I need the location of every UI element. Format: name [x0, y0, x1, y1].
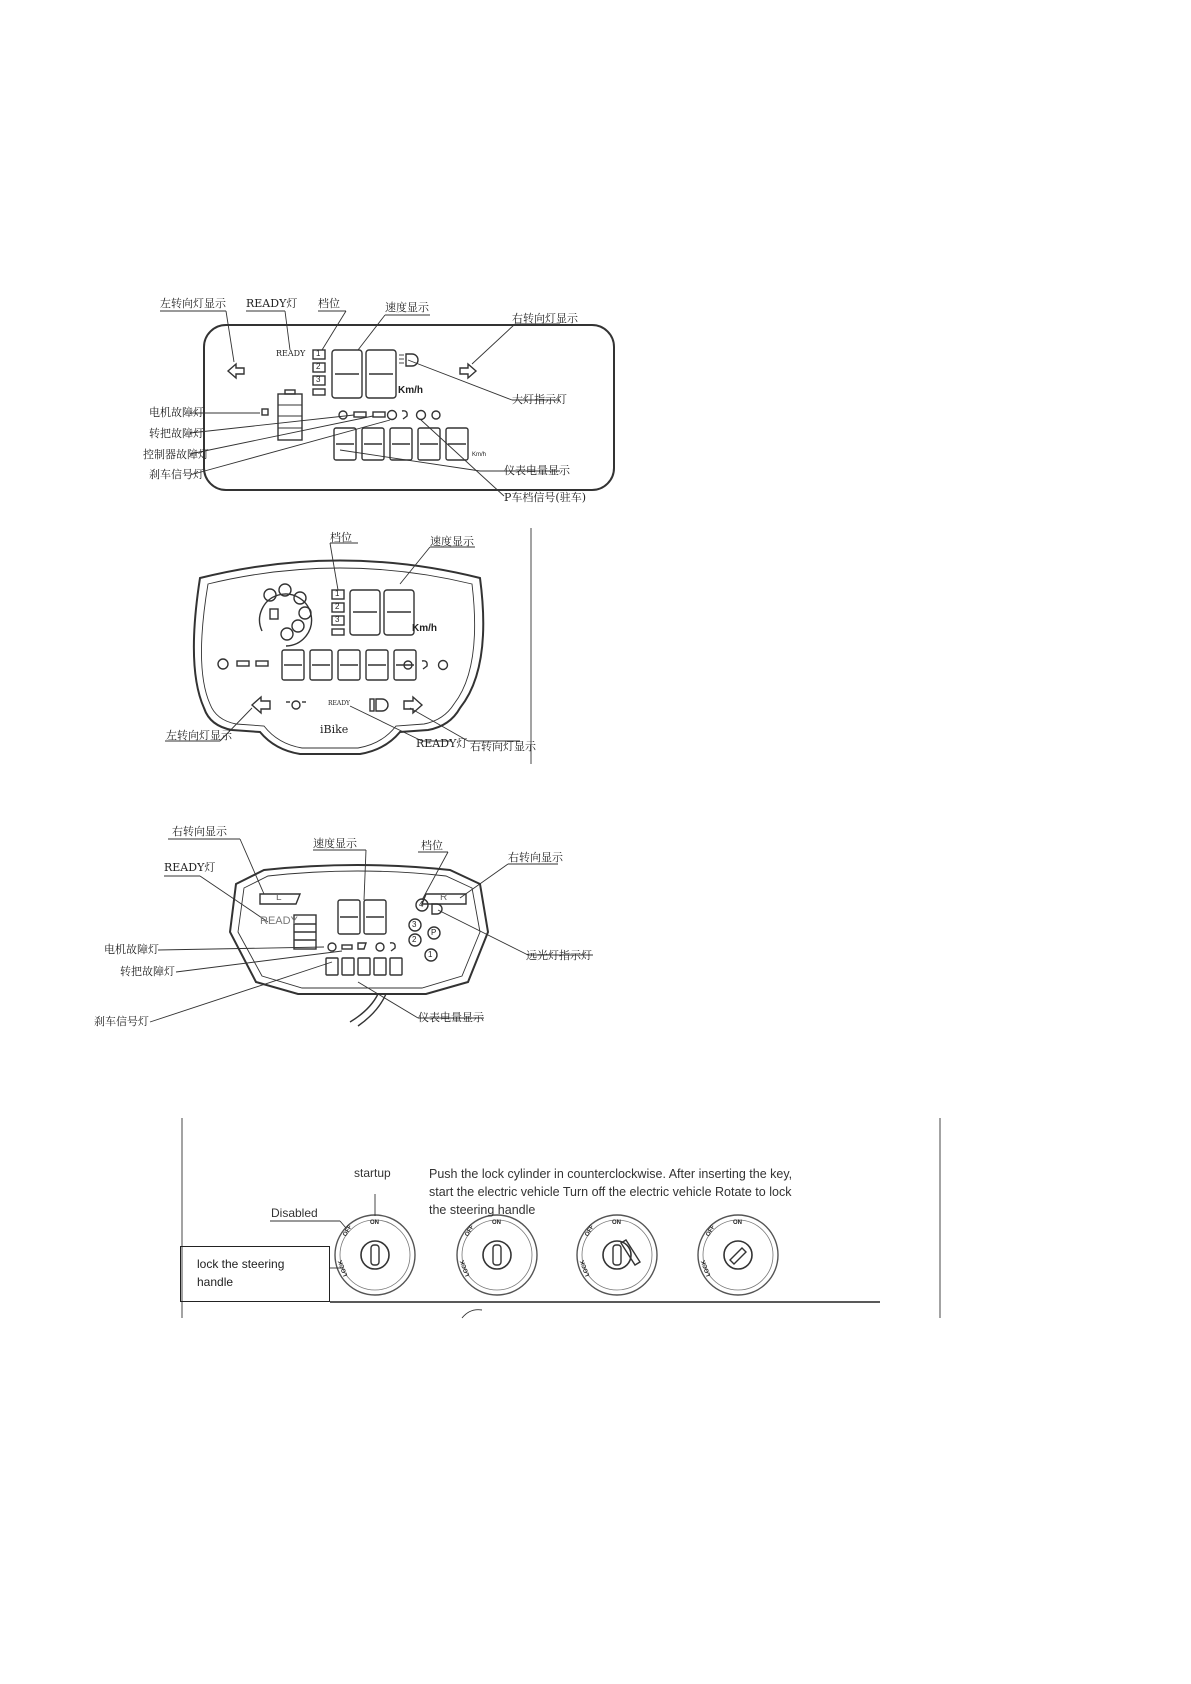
- cable-line-2: [358, 994, 386, 1026]
- label-motor-fault: 电机故障灯: [149, 406, 204, 419]
- label-motor-fault: 电机故障灯: [104, 943, 159, 956]
- label-ready-light: READY灯: [416, 737, 468, 750]
- gear-3-text: 3: [316, 375, 321, 384]
- label-right-turn: 右转向灯显示: [512, 312, 578, 325]
- dial-2-on: ON: [492, 1220, 501, 1226]
- handle-fault-icon: [342, 945, 352, 949]
- left-arrow-icon: [228, 364, 244, 378]
- speed-digit-1: [332, 350, 362, 398]
- label-right-turn: 右转向灯显示: [470, 740, 536, 753]
- gear-2-text: 2: [335, 602, 340, 611]
- motor-fault-icon: [328, 943, 336, 951]
- lock-steering-box: [180, 1246, 330, 1302]
- dial-4-off: OFF: [705, 1224, 717, 1238]
- label-left-turn: 左转向灯显示: [166, 729, 232, 742]
- label-controller-fault: 控制器故障灯: [143, 448, 209, 461]
- label-brake: 刹车信号灯: [149, 468, 204, 481]
- right-indicator-text: R: [440, 892, 448, 903]
- label-ready-light: READY灯: [246, 297, 298, 310]
- lock-box-line-2: handle: [197, 1275, 234, 1289]
- dial-1-lock: LOCK: [337, 1258, 350, 1278]
- label-ready-light: READY灯: [164, 861, 216, 874]
- label-battery: 仪表电量显示: [504, 464, 570, 477]
- gear-2-text: 2: [412, 935, 417, 944]
- dial-3-on: ON: [612, 1220, 621, 1226]
- handle-fault-icon: [237, 661, 249, 666]
- gear-3-text: 3: [335, 615, 340, 624]
- label-speed: 速度显示: [385, 301, 429, 314]
- handle-fault-icon: [354, 412, 366, 417]
- dial-1-off: OFF: [342, 1224, 354, 1238]
- label-handle-fault: 转把故障灯: [120, 965, 175, 978]
- speed-digit-2: [366, 350, 396, 398]
- controller-fault-icon: [256, 661, 268, 666]
- dashboard-diagram-2: [160, 528, 580, 768]
- screen-ready-text: READY: [276, 349, 306, 358]
- right-arrow-icon: [460, 364, 476, 378]
- label-headlight: 大灯指示灯: [512, 393, 567, 406]
- park-icon: [417, 411, 426, 420]
- dial-4-on: ON: [733, 1220, 742, 1226]
- disabled-label: Disabled: [271, 1206, 318, 1220]
- cruise-icon: [402, 411, 407, 419]
- cable-line: [350, 994, 378, 1022]
- park-text: P: [431, 928, 437, 937]
- brake-icon: [376, 943, 384, 951]
- cruise-icon: [422, 661, 427, 669]
- right-arrow-icon: [404, 697, 422, 713]
- dial-3-lock: LOCK: [579, 1258, 592, 1278]
- label-left-turn: 左转向灯显示: [160, 297, 226, 310]
- park-icon: [439, 661, 448, 670]
- dashboard-3-inner: [238, 871, 480, 988]
- label-brake: 刹车信号灯: [94, 1015, 149, 1028]
- gear-1-text: 1: [316, 349, 321, 358]
- controller-fault-icon: [373, 412, 385, 417]
- cruise-icon: [390, 943, 395, 951]
- label-right-turn: 右转向显示: [508, 851, 563, 864]
- power-gauge: [260, 584, 312, 646]
- label-right-turn-top: 右转向显示: [172, 825, 227, 838]
- dial-2-lock: LOCK: [459, 1258, 472, 1278]
- gear-3-text: 3: [412, 920, 417, 929]
- label-park: P车档信号(驻车): [504, 491, 586, 504]
- leader-lines-1: [160, 311, 560, 496]
- motor-fault-icon: [339, 411, 347, 419]
- speed-digits-3: [338, 900, 386, 934]
- dial-4-lock: LOCK: [700, 1258, 713, 1278]
- label-gear: 档位: [421, 839, 443, 852]
- dashboard-diagram-1: [140, 290, 620, 530]
- lock-box-line-1: lock the steering: [197, 1257, 285, 1271]
- gear-box-4: [313, 389, 325, 395]
- label-battery: 仪表电量显示: [418, 1011, 484, 1024]
- label-gear: 档位: [330, 531, 352, 544]
- label-handle-fault: 转把故障灯: [149, 427, 204, 440]
- brake-icon: [388, 411, 397, 420]
- speed-digits-2: [350, 590, 414, 635]
- gear-1-text: 1: [428, 950, 433, 959]
- gear-1-text: 1: [335, 589, 340, 598]
- lock-description-line-1: Push the lock cylinder in counterclockwise. After inserting the key,: [429, 1167, 793, 1181]
- lock-description-line-2: start the electric vehicle Turn off the electric vehicle Rotate to lock: [429, 1185, 792, 1199]
- brand-text: iBike: [320, 723, 349, 736]
- lock-description-line-3: the steering handle: [429, 1203, 536, 1217]
- high-beam-icon: [432, 904, 442, 914]
- leader-lines-2: [165, 543, 520, 741]
- battery-icon: [278, 390, 302, 440]
- speed-unit: Km/h: [398, 385, 423, 396]
- odometer-digits: [334, 428, 468, 460]
- label-speed: 速度显示: [313, 837, 357, 850]
- left-indicator-text: L: [276, 892, 282, 903]
- label-speed: 速度显示: [430, 535, 474, 548]
- odometer-digits-2: [282, 650, 416, 680]
- brake-icon: [218, 659, 228, 669]
- odometer-unit: Km/h: [472, 452, 487, 458]
- label-gear: 档位: [318, 297, 340, 310]
- dial-1-on: ON: [370, 1220, 379, 1226]
- side-light-icon: [286, 701, 306, 709]
- screen-ready-text: READY: [328, 700, 351, 707]
- dial-2-off: OFF: [464, 1224, 476, 1238]
- lock-description: [429, 1165, 792, 1219]
- dial-3-off: OFF: [584, 1224, 596, 1238]
- speed-unit: Km/h: [412, 623, 437, 634]
- odometer-digits-3: [326, 958, 402, 975]
- gear-4-text: 4: [419, 900, 424, 909]
- dashboard-diagram-3: [88, 822, 608, 1032]
- motor-small-icon: [262, 409, 268, 415]
- partial-shape: [462, 1310, 482, 1318]
- screen-ready-text: READY: [260, 915, 298, 927]
- gear-box-4: [332, 629, 344, 635]
- gear-2-text: 2: [316, 362, 321, 371]
- ready-small-icon: [432, 411, 440, 419]
- headlight-icon: [370, 699, 388, 711]
- label-high-beam: 远光灯指示灯: [526, 949, 592, 962]
- lock-instructions: [170, 1118, 950, 1328]
- brake-small-icon: [358, 943, 366, 949]
- startup-label: startup: [354, 1166, 391, 1180]
- left-arrow-icon: [252, 697, 270, 713]
